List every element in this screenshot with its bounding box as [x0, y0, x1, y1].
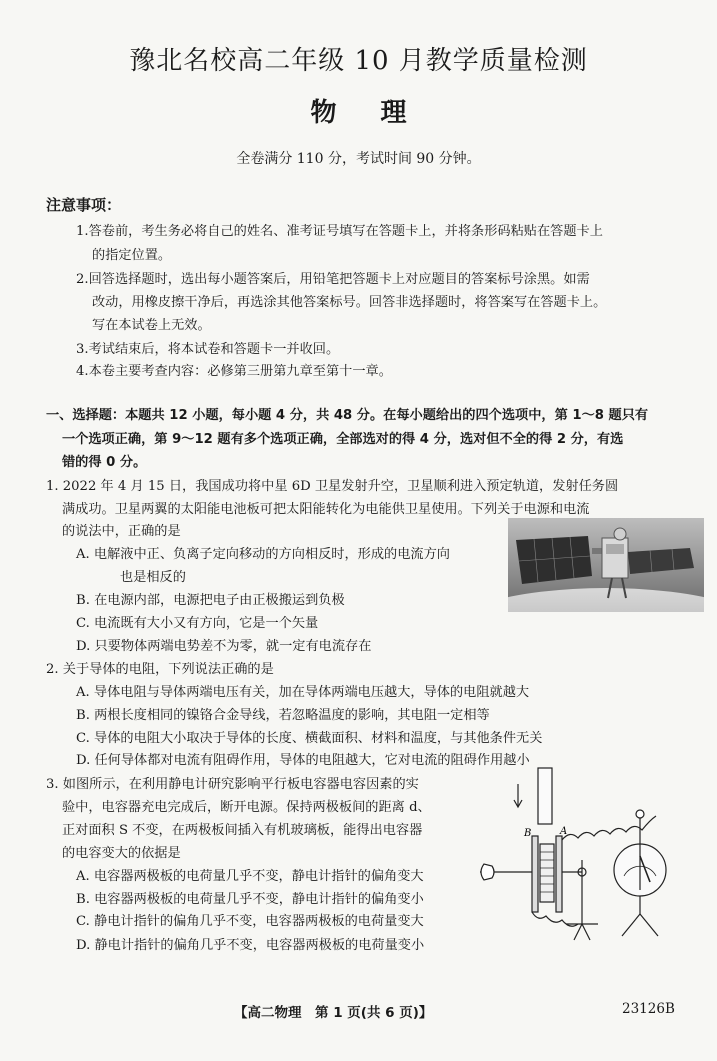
option-a-cont: 也是相反的 — [120, 570, 186, 585]
option-a: A. 导体电阻与导体两端电压有关，加在导体两端电压越大，导体的电阻就越大 — [76, 685, 530, 700]
question-stem: 1. 2022 年 4 月 15 日，我国成功将中星 6D 卫星发射升空，卫星顺利进入预定轨道，发射任务圆 — [46, 479, 619, 494]
option-d: D. 静电计指针的偏角几乎不变，电容器两极板的电荷量变小 — [76, 938, 425, 953]
plate-b-label: B — [524, 828, 532, 839]
section-instruction: 一、选择题：本题共 12 小题，每小题 4 分，共 48 分。在每小题给出的四个选项中，第 1～8 题只有 — [46, 408, 649, 423]
option-a: A. 电解液中正、负离子定向移动的方向相反时，形成的电流方向 — [76, 547, 450, 562]
notice-line: 2.回答选择题时，选出每小题答案后，用铅笔把答题卡上对应题目的答案标号涂黑。如需 — [76, 272, 590, 287]
option-a: A. 电容器两极板的电荷量几乎不变，静电计指针的偏角变大 — [76, 869, 424, 884]
notice-line: 写在本试卷上无效。 — [92, 318, 211, 333]
option-b: B. 电容器两极板的电荷量几乎不变，静电计指针的偏角变小 — [76, 892, 424, 907]
notice-line: 1.答卷前，考生务必将自己的姓名、准考证号填写在答题卡上，并将条形码粘贴在答题卡上 — [76, 224, 603, 239]
electrometer-diagram — [474, 764, 702, 944]
option-b: B. 两根长度相同的镍铬合金导线，若忽略温度的影响，其电阻一定相等 — [76, 708, 490, 723]
notice-line: 改动，用橡皮擦干净后，再选涂其他答案标号。回答非选择题时，将答案写在答题卡上。 — [92, 295, 607, 310]
question-stem: 的电容变大的依据是 — [62, 846, 181, 861]
subject-char: 物 — [310, 98, 337, 128]
option-d: D. 只要物体两端电势差不为零，就一定有电流存在 — [76, 639, 372, 654]
notice-line: 3.考试结束后，将本试卷和答题卡一并收回。 — [76, 342, 340, 357]
question-stem: 3. 如图所示，在利用静电计研究影响平行板电容器电容因素的实 — [46, 777, 419, 792]
page-title: 豫北名校高二年级 10 月教学质量检测 — [129, 46, 588, 76]
subject-title — [0, 92, 717, 129]
question-stem: 2. 关于导体的电阻，下列说法正确的是 — [46, 662, 274, 677]
question-stem: 验中，电容器充电完成后，断开电源。保持两极板间的距离 d、 — [62, 800, 431, 815]
question-stem: 满成功。卫星两翼的太阳能电池板可把太阳能转化为电能供卫星使用。下列关于电源和电流 — [62, 502, 590, 517]
exam-info: 全卷满分 110 分，考试时间 90 分钟。 — [236, 151, 481, 167]
notice-line: 4.本卷主要考查内容：必修第三册第九章至第十一章。 — [76, 364, 392, 379]
section-instruction: 错的得 0 分。 — [62, 455, 147, 470]
page-footer: 【高二物理 第 1 页(共 6 页)】 — [234, 1005, 433, 1021]
question-stem: 正对面积 S 不变，在两极板间插入有机玻璃板，能得出电容器 — [62, 823, 423, 838]
section-instruction: 一个选项正确，第 9～12 题有多个选项正确，全部选对的得 4 分，选对但不全的得 2 分，有选 — [62, 432, 624, 447]
exam-code: 23126B — [622, 1001, 675, 1017]
plate-a-label: A — [560, 826, 568, 837]
notice-line: 的指定位置。 — [92, 248, 172, 263]
satellite-image — [508, 518, 704, 612]
option-d: D. 任何导体都对电流有阻碍作用，导体的电阻越大，它对电流的阻碍作用越小 — [76, 753, 530, 768]
option-b: B. 在电源内部，电源把电子由正极搬运到负极 — [76, 593, 345, 608]
option-c: C. 静电计指针的偏角几乎不变，电容器两极板的电荷量变大 — [76, 914, 424, 929]
notice-heading: 注意事项： — [46, 196, 122, 214]
subject-char: 理 — [380, 98, 407, 128]
option-c: C. 导体的电阻大小取决于导体的长度、横截面积、材料和温度，与其他条件无关 — [76, 731, 543, 746]
question-stem: 的说法中，正确的是 — [62, 524, 181, 539]
option-c: C. 电流既有大小又有方向，它是一个矢量 — [76, 616, 319, 631]
